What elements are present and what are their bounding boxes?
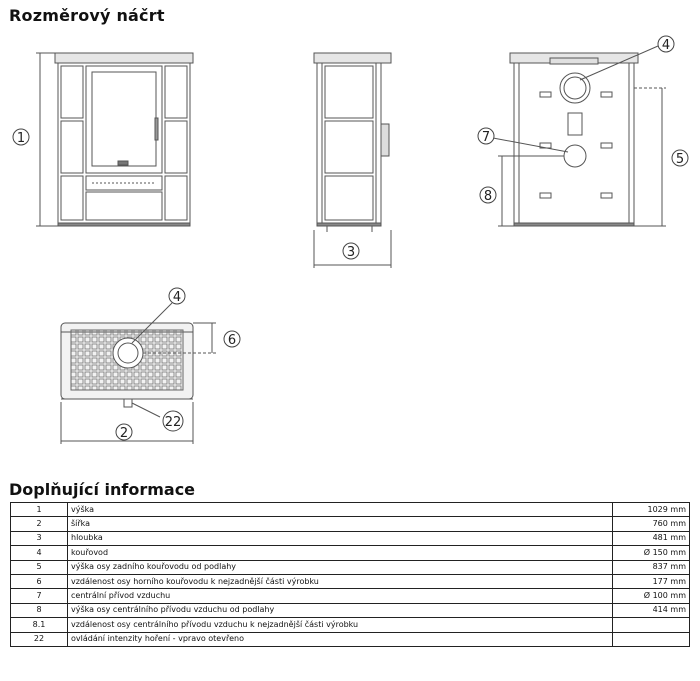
row-number: 3 [11, 531, 68, 545]
callout-6: 6 [227, 333, 237, 348]
row-value: Ø 100 mm [613, 589, 690, 603]
table-row [11, 546, 690, 560]
row-number: 5 [11, 560, 68, 574]
row-number: 1 [11, 503, 68, 517]
row-number: 8 [11, 603, 68, 617]
row-value [613, 632, 690, 646]
table-row [11, 560, 690, 574]
row-number: 6 [11, 574, 68, 588]
row-number: 7 [11, 589, 68, 603]
info-title: Doplňující informace [9, 480, 196, 499]
row-description: výška osy zadního kouřovodu od podlahy [68, 560, 613, 574]
row-value: Ø 150 mm [613, 546, 690, 560]
row-description: ovládání intenzity hoření - vpravo otevřeno [68, 632, 613, 646]
callout-7: 7 [481, 130, 491, 145]
info-table [10, 502, 690, 647]
row-description: výška [68, 503, 613, 517]
callout-5: 5 [675, 152, 685, 167]
row-description: šířka [68, 517, 613, 531]
drawing-title: Rozměrový náčrt [9, 6, 165, 25]
back-view [493, 46, 666, 226]
table-row [11, 589, 690, 603]
table-row [11, 618, 690, 632]
callout-2: 2 [119, 426, 129, 441]
callout-4-back: 4 [661, 38, 671, 53]
row-value: 1029 mm [613, 503, 690, 517]
callout-8: 8 [483, 189, 493, 204]
callout-3: 3 [346, 245, 356, 260]
row-description: vzdálenost osy centrálního přívodu vzduchu k nejzadnější části výrobku [68, 618, 613, 632]
table-row [11, 531, 690, 545]
row-value: 177 mm [613, 574, 690, 588]
row-value: 414 mm [613, 603, 690, 617]
row-description: výška osy centrálního přívodu vzduchu od podlahy [68, 603, 613, 617]
row-description: centrální přívod vzduchu [68, 589, 613, 603]
row-number: 4 [11, 546, 68, 560]
table-row [11, 503, 690, 517]
callout-1: 1 [16, 131, 26, 146]
row-description: hloubka [68, 531, 613, 545]
row-number: 22 [11, 632, 68, 646]
table-row [11, 603, 690, 617]
row-number: 8.1 [11, 618, 68, 632]
table-row [11, 574, 690, 588]
row-description: vzdálenost osy horního kouřovodu k nejzadnější části výrobku [68, 574, 613, 588]
front-view [36, 53, 193, 226]
row-number: 2 [11, 517, 68, 531]
top-view [61, 303, 216, 444]
row-value: 760 mm [613, 517, 690, 531]
table-row [11, 632, 690, 646]
side-view [314, 53, 391, 268]
callout-4-top: 4 [172, 290, 182, 305]
row-value: 481 mm [613, 531, 690, 545]
table-row [11, 517, 690, 531]
row-description: kouřovod [68, 546, 613, 560]
callout-22: 22 [164, 415, 182, 430]
row-value [613, 618, 690, 632]
row-value: 837 mm [613, 560, 690, 574]
